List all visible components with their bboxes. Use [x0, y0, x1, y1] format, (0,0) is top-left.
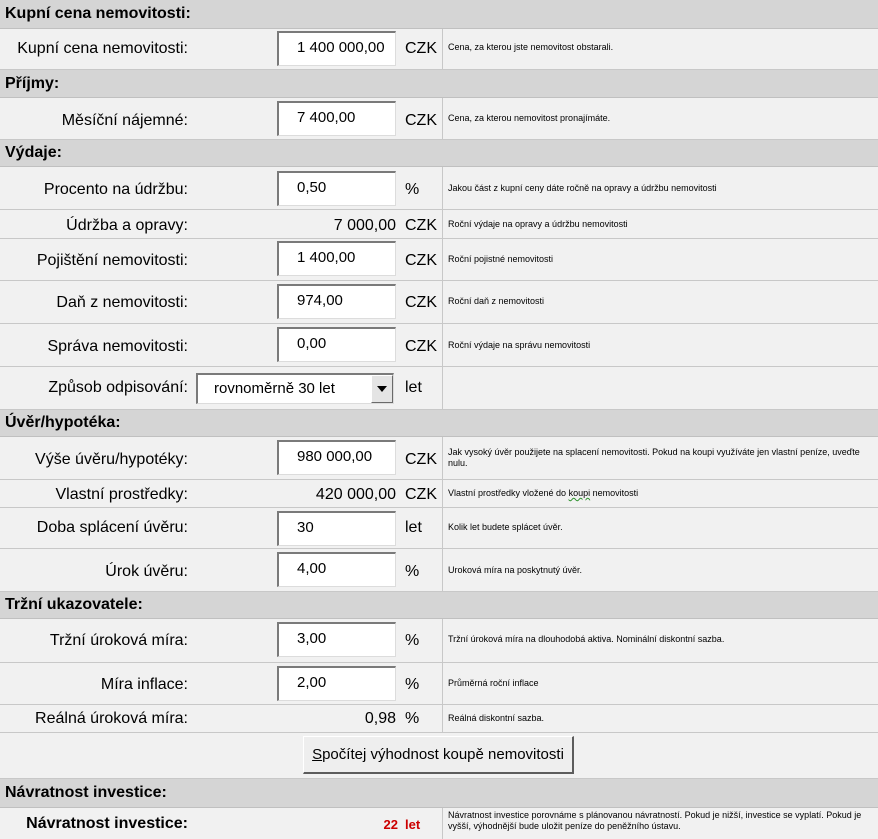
purchase-price-input[interactable]: 1 400 000,00 — [277, 31, 396, 66]
maintenance-pct-label: Procento na údržbu: — [43, 181, 188, 198]
own-funds-desc: Vlastní prostředky vložené do koupi nemovitosti — [448, 488, 639, 498]
row-maintenance-cost — [0, 210, 878, 239]
inflation-unit: % — [405, 676, 420, 693]
monthly-rent-desc: Cena, za kterou nemovitost pronajímáte. — [448, 113, 611, 123]
depreciation-select[interactable] — [196, 373, 394, 404]
row-maintenance-pct — [0, 167, 878, 210]
inflation-label: Míra inflace: — [100, 676, 188, 693]
inflation-desc: Průměrná roční inflace — [448, 678, 539, 688]
market-rate-unit: % — [405, 632, 420, 649]
maintenance-pct-input[interactable]: 0,50 — [277, 171, 396, 206]
loan-amount-unit: CZK — [405, 451, 437, 468]
loan-rate-label: Úrok úvěru: — [105, 563, 188, 580]
monthly-rent-label: Měsíční nájemné: — [61, 112, 188, 129]
loan-amount-input[interactable]: 980 000,00 — [277, 440, 396, 475]
maintenance-cost-label: Údržba a opravy: — [66, 217, 188, 234]
purchase-price-desc: Cena, za kterou jste nemovitost obstarali. — [448, 42, 614, 52]
column-divider — [442, 705, 443, 732]
market-rate-desc: Tržní úroková míra na dlouhodobá aktiva. Nominální diskontní sazba. — [448, 634, 725, 644]
real-rate-desc: Reálná diskontní sazba. — [448, 713, 545, 723]
maintenance-cost-unit: CZK — [405, 217, 437, 234]
insurance-label: Pojištění nemovitosti: — [36, 252, 188, 269]
depreciation-label: Způsob odpisování: — [48, 379, 188, 396]
row-market-rate — [0, 619, 878, 663]
row-depreciation — [0, 367, 878, 410]
row-management — [0, 324, 878, 367]
row-real-rate — [0, 705, 878, 733]
real-rate-value: 0,98 — [364, 710, 396, 727]
column-divider — [442, 480, 443, 507]
column-divider — [442, 808, 443, 839]
section-header-market: Tržní ukazovatele: — [0, 592, 878, 619]
section-header-loan: Úvěr/hypotéka: — [0, 410, 878, 437]
management-input[interactable]: 0,00 — [277, 327, 396, 362]
column-divider — [442, 437, 443, 479]
row-calculate — [0, 733, 878, 779]
calculate-button[interactable]: S počítej výhodnost koupě nemovitosti — [303, 736, 574, 774]
loan-term-unit: let — [405, 519, 422, 536]
row-inflation — [0, 663, 878, 705]
row-loan-amount — [0, 437, 878, 480]
column-divider — [442, 239, 443, 280]
real-rate-unit: % — [405, 710, 420, 727]
row-insurance — [0, 239, 878, 281]
row-own-funds — [0, 480, 878, 508]
maintenance-pct-desc: Jakou část z kupní ceny dáte ročně na opravy a údržbu nemovitosti — [448, 183, 717, 193]
column-divider — [442, 29, 443, 69]
maintenance-cost-desc: Roční výdaje na opravy a údržbu nemovitosti — [448, 219, 628, 229]
column-divider — [442, 367, 443, 409]
section-header-roi: Návratnost investice: — [0, 779, 878, 808]
insurance-desc: Roční pojistné nemovitosti — [448, 254, 554, 264]
row-monthly-rent — [0, 98, 878, 140]
column-divider — [442, 549, 443, 591]
spellcheck-word: koupi — [568, 488, 591, 498]
column-divider — [442, 324, 443, 366]
loan-rate-input[interactable]: 4,00 — [277, 552, 396, 587]
section-header-expenses: Výdaje: — [0, 140, 878, 167]
column-divider — [442, 281, 443, 323]
depreciation-unit: let — [405, 379, 422, 396]
roi-unit: let — [405, 817, 421, 832]
row-loan-term — [0, 508, 878, 549]
loan-term-input[interactable]: 30 — [277, 511, 396, 546]
section-header-income: Příjmy: — [0, 70, 878, 98]
property-tax-label: Daň z nemovitosti: — [56, 294, 188, 311]
property-tax-unit: CZK — [405, 294, 437, 311]
property-tax-input[interactable]: 974,00 — [277, 284, 396, 319]
loan-amount-label: Výše úvěru/hypotéky: — [35, 451, 188, 468]
column-divider — [442, 508, 443, 548]
market-rate-input[interactable]: 3,00 — [277, 622, 396, 657]
own-funds-label: Vlastní prostředky: — [55, 486, 188, 503]
purchase-price-unit: CZK — [405, 40, 437, 57]
property-tax-desc: Roční daň z nemovitosti — [448, 296, 545, 306]
maintenance-pct-unit: % — [405, 181, 420, 198]
column-divider — [442, 167, 443, 209]
column-divider — [442, 98, 443, 139]
loan-term-desc: Kolik let budete splácet úvěr. — [448, 522, 563, 532]
chevron-down-icon — [377, 386, 387, 392]
own-funds-value: 420 000,00 — [315, 486, 396, 503]
roi-desc: Návratnost investice porovnáme s plánovanou návratností. Pokud je nižší, investice se vyplatí. Pokud je vyšší, výhodnější bude uložit peníze do peněžního ústavu. — [448, 810, 862, 831]
purchase-price-label: Kupní cena nemovitosti: — [17, 40, 188, 57]
maintenance-cost-value: 7 000,00 — [333, 217, 396, 234]
inflation-input[interactable]: 2,00 — [277, 666, 396, 701]
insurance-unit: CZK — [405, 252, 437, 269]
column-divider — [442, 619, 443, 662]
own-funds-unit: CZK — [405, 486, 437, 503]
loan-term-label: Doba splácení úvěru: — [36, 519, 188, 536]
management-label: Správa nemovitosti: — [47, 338, 188, 355]
column-divider — [442, 663, 443, 704]
real-rate-label: Reálná úroková míra: — [35, 710, 188, 727]
roi-label: Návratnost investice: — [26, 815, 188, 832]
loan-rate-desc: Uroková míra na poskytnutý úvěr. — [448, 565, 583, 575]
management-unit: CZK — [405, 338, 437, 355]
loan-rate-unit: % — [405, 563, 420, 580]
depreciation-selected-value: rovnoměrně 30 let — [214, 380, 335, 397]
row-roi-result — [0, 808, 878, 839]
management-desc: Roční výdaje na správu nemovitosti — [448, 340, 591, 350]
row-loan-rate — [0, 549, 878, 592]
market-rate-label: Tržní úroková míra: — [49, 632, 188, 649]
column-divider — [442, 210, 443, 238]
roi-value: 22 — [383, 817, 398, 832]
monthly-rent-input[interactable]: 7 400,00 — [277, 101, 396, 136]
dropdown-arrow-button[interactable] — [371, 375, 393, 403]
section-header-purchase: Kupní cena nemovitosti: — [0, 0, 878, 29]
row-purchase-price — [0, 29, 878, 70]
loan-amount-desc: Jak vysoký úvěr použijete na splacení nemovitosti. Pokud na koupi využíváte jen vlastní peníze, uveďte nulu. — [448, 447, 860, 468]
monthly-rent-unit: CZK — [405, 112, 437, 129]
insurance-input[interactable]: 1 400,00 — [277, 241, 396, 276]
row-property-tax — [0, 281, 878, 324]
